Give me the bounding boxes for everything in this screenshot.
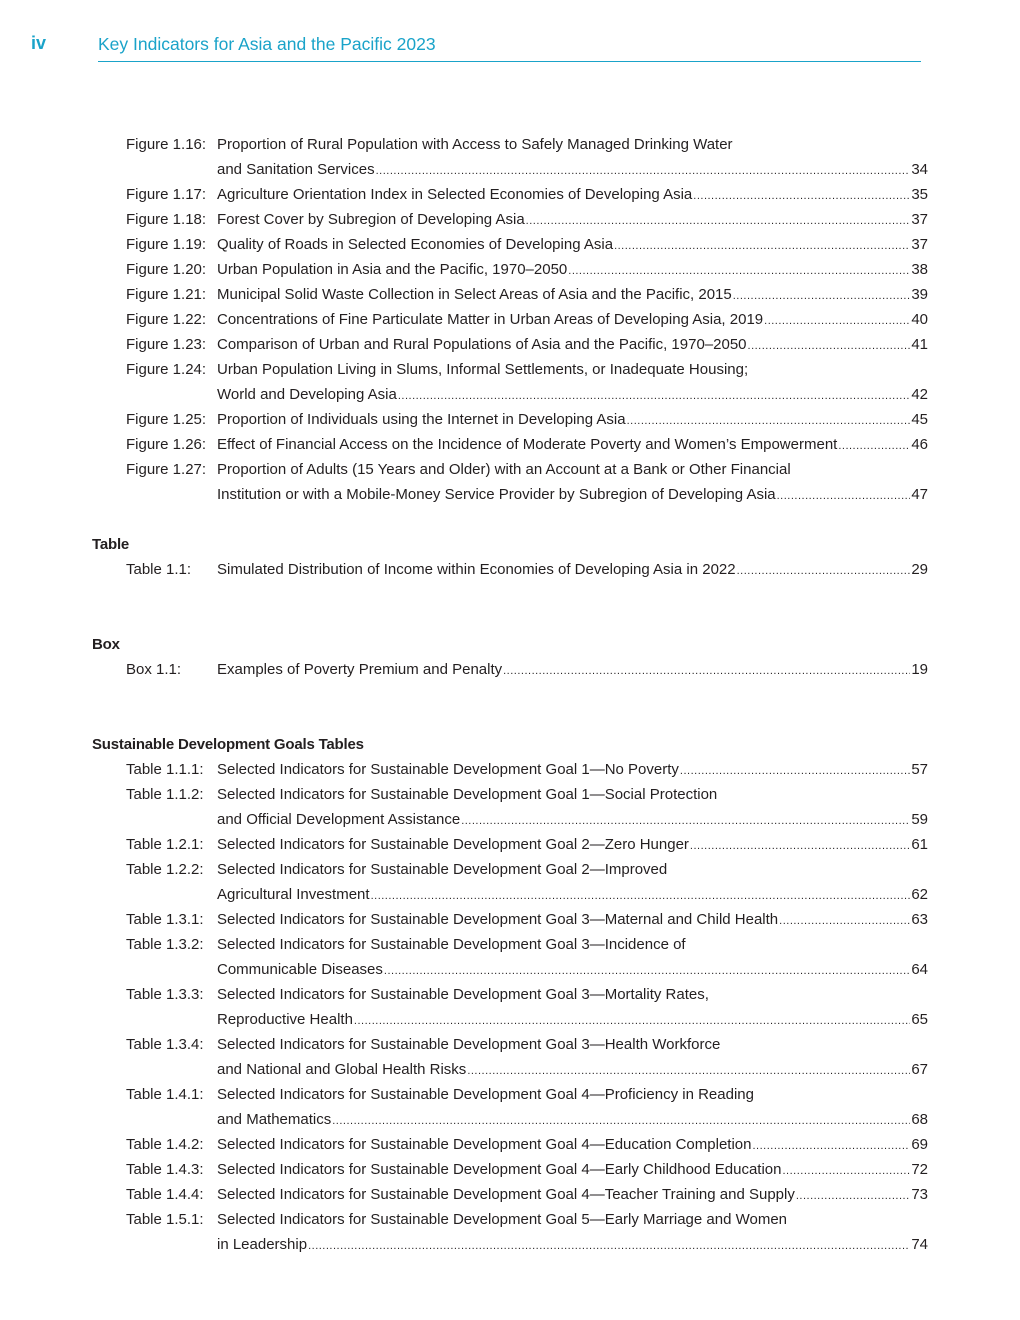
entry-label: Figure 1.24: — [126, 361, 207, 378]
entry-title — [217, 1082, 928, 1132]
entry-title-text: and Mathematics — [217, 1111, 332, 1128]
entry-title-text: Effect of Financial Access on the Incidence of Moderate Poverty and Women’s Empowerment — [217, 436, 838, 453]
entry-label: Figure 1.26: — [126, 436, 207, 453]
entry-title-text: Agriculture Orientation Index in Selected Economies of Developing Asia — [217, 186, 693, 203]
toc-entry[interactable] — [92, 907, 928, 932]
dot-leader — [838, 432, 910, 457]
entry-page-number: 38 — [911, 261, 928, 278]
header-rule — [98, 61, 921, 62]
dot-leader — [354, 1007, 910, 1032]
toc-entry[interactable] — [92, 1032, 928, 1082]
entry-title-line: Selected Indicators for Sustainable Development Goal 5—Early Marriage and Women — [217, 1211, 788, 1228]
entry-title-line — [217, 307, 928, 332]
entry-title-text: Selected Indicators for Sustainable Development Goal 4—Education Completion — [217, 1136, 752, 1153]
entry-label: Table 1.4.2: — [126, 1136, 204, 1153]
entry-title-line — [217, 807, 928, 832]
dot-leader — [332, 1107, 910, 1132]
entry-page-number: 37 — [911, 236, 928, 253]
entry-title-line: Selected Indicators for Sustainable Development Goal 1—Social Protection — [217, 786, 718, 803]
entry-page-number: 29 — [911, 561, 928, 578]
entry-title — [217, 857, 928, 907]
entry-page-number: 63 — [911, 911, 928, 928]
entry-title-text: Selected Indicators for Sustainable Development Goal 3—Maternal and Child Health — [217, 911, 779, 928]
entry-title-line — [217, 757, 928, 782]
entry-page-number: 73 — [911, 1186, 928, 1203]
entry-title-text: Communicable Diseases — [217, 961, 383, 978]
section-spacer — [92, 582, 928, 632]
toc-entry[interactable] — [92, 257, 928, 282]
entry-page-number: 47 — [911, 486, 928, 503]
dot-leader — [764, 307, 910, 332]
entry-label: Figure 1.21: — [126, 286, 207, 303]
entry-title-text: Agricultural Investment — [217, 886, 370, 903]
entry-label: Table 1.1: — [126, 561, 192, 578]
entry-title-line — [217, 1157, 928, 1182]
entry-title-line: Selected Indicators for Sustainable Development Goal 2—Improved — [217, 861, 668, 878]
toc-entry[interactable] — [92, 332, 928, 357]
dot-leader — [783, 1157, 911, 1182]
table-of-contents — [92, 132, 928, 1257]
entry-page-number: 42 — [911, 386, 928, 403]
entry-title — [217, 1032, 928, 1082]
entry-title-line — [217, 1132, 928, 1157]
entry-page-number: 34 — [911, 161, 928, 178]
entry-title — [217, 432, 928, 457]
entry-page-number: 62 — [911, 886, 928, 903]
entry-title — [217, 1182, 928, 1207]
entry-title-line — [217, 157, 928, 182]
entry-title-line — [217, 1007, 928, 1032]
entry-title — [217, 357, 928, 407]
toc-entry[interactable] — [92, 832, 928, 857]
dot-leader — [384, 957, 910, 982]
toc-entry[interactable] — [92, 132, 928, 182]
entry-label: Figure 1.16: — [126, 136, 207, 153]
entry-page-number: 19 — [911, 661, 928, 678]
entry-label: Table 1.2.1: — [126, 836, 204, 853]
entry-title-line — [217, 832, 928, 857]
entry-title — [217, 932, 928, 982]
entry-title — [217, 782, 928, 832]
entry-title-line — [217, 882, 928, 907]
entry-title-text: Institution or with a Mobile-Money Service Provider by Subregion of Developing Asia — [217, 486, 776, 503]
entry-title-line — [217, 1107, 928, 1132]
entry-title — [217, 1207, 928, 1257]
entry-title — [217, 257, 928, 282]
entry-title — [217, 1132, 928, 1157]
entry-title-line — [217, 657, 928, 682]
entry-title — [217, 457, 928, 507]
entry-label: Table 1.3.1: — [126, 911, 204, 928]
entry-page-number: 35 — [911, 186, 928, 203]
entry-title-text: Selected Indicators for Sustainable Development Goal 4—Teacher Training and Supply — [217, 1186, 795, 1203]
dot-leader — [680, 757, 910, 782]
entry-page-number: 74 — [911, 1236, 928, 1253]
dot-leader — [733, 282, 911, 307]
entry-label: Figure 1.20: — [126, 261, 207, 278]
entry-title-line: Selected Indicators for Sustainable Development Goal 4—Proficiency in Reading — [217, 1086, 754, 1103]
section-spacer — [92, 682, 928, 732]
toc-entry[interactable] — [92, 307, 928, 332]
entry-title — [217, 982, 928, 1032]
entry-label: Figure 1.17: — [126, 186, 207, 203]
entry-title — [217, 557, 928, 582]
section-heading: Sustainable Development Goals Tables — [92, 736, 364, 753]
toc-entry[interactable] — [92, 1082, 928, 1132]
toc-entry[interactable] — [92, 982, 928, 1032]
toc-entry[interactable] — [92, 457, 928, 507]
dot-leader — [308, 1232, 910, 1257]
entry-label: Table 1.3.2: — [126, 936, 204, 953]
entry-title — [217, 757, 928, 782]
entry-title-line — [217, 407, 928, 432]
entry-title-line — [217, 957, 928, 982]
toc-entry[interactable] — [92, 1132, 928, 1157]
entry-page-number: 45 — [911, 411, 928, 428]
entry-title-text: Reproductive Health — [217, 1011, 353, 1028]
toc-entry[interactable] — [92, 1207, 928, 1257]
entry-title-line: Selected Indicators for Sustainable Development Goal 3—Health Workforce — [217, 1036, 721, 1053]
dot-leader — [568, 257, 910, 282]
entry-title-text: Municipal Solid Waste Collection in Select Areas of Asia and the Pacific, 2015 — [217, 286, 732, 303]
dot-leader — [376, 157, 911, 182]
entry-title-text: Selected Indicators for Sustainable Development Goal 1—No Poverty — [217, 761, 679, 778]
entry-title — [217, 832, 928, 857]
entry-title-line — [217, 232, 928, 257]
entry-title-text: in Leadership — [217, 1236, 308, 1253]
dot-leader — [371, 882, 911, 907]
entry-page-number: 37 — [911, 211, 928, 228]
toc-entry[interactable] — [92, 432, 928, 457]
toc-entry[interactable] — [92, 232, 928, 257]
entry-label: Table 1.2.2: — [126, 861, 204, 878]
entry-title — [217, 132, 928, 182]
entry-title-line: Proportion of Rural Population with Access to Safely Managed Drinking Water — [217, 136, 733, 153]
entry-title-line — [217, 182, 928, 207]
entry-title — [217, 332, 928, 357]
toc-entry[interactable] — [92, 182, 928, 207]
entry-title-text: Forest Cover by Subregion of Developing Asia — [217, 211, 525, 228]
toc-entry[interactable] — [92, 407, 928, 432]
entry-label: Figure 1.23: — [126, 336, 207, 353]
entry-label: Table 1.1.1: — [126, 761, 204, 778]
section-heading: Table — [92, 536, 130, 553]
dot-leader — [737, 557, 911, 582]
entry-label: Table 1.3.4: — [126, 1036, 204, 1053]
entry-title-text: Urban Population in Asia and the Pacific, 1970–2050 — [217, 261, 568, 278]
entry-title-line: Proportion of Adults (15 Years and Older) with an Account at a Bank or Other Financial — [217, 461, 791, 478]
entry-title-line — [217, 332, 928, 357]
entry-title-text: World and Developing Asia — [217, 386, 397, 403]
dot-leader — [777, 482, 911, 507]
dot-leader — [398, 382, 910, 407]
toc-entry[interactable] — [92, 207, 928, 232]
entry-title-text: Concentrations of Fine Particulate Matter in Urban Areas of Developing Asia, 2019 — [217, 311, 764, 328]
entry-page-number: 67 — [911, 1061, 928, 1078]
entry-title-line — [217, 482, 928, 507]
entry-title-text: Proportion of Individuals using the Internet in Developing Asia — [217, 411, 626, 428]
entry-page-number: 59 — [911, 811, 928, 828]
entry-page-number: 61 — [911, 836, 928, 853]
entry-label: Table 1.4.1: — [126, 1086, 204, 1103]
entry-label: Figure 1.19: — [126, 236, 207, 253]
entry-page-number: 46 — [911, 436, 928, 453]
dot-leader — [748, 332, 911, 357]
section-heading: Box — [92, 636, 120, 653]
entry-title — [217, 1157, 928, 1182]
entry-title-line: Selected Indicators for Sustainable Development Goal 3—Mortality Rates, — [217, 986, 709, 1003]
entry-title-line — [217, 907, 928, 932]
entry-label: Table 1.3.3: — [126, 986, 204, 1003]
entry-title-line — [217, 282, 928, 307]
entry-title-text: and Sanitation Services — [217, 161, 375, 178]
entry-title — [217, 232, 928, 257]
dot-leader — [614, 232, 910, 257]
entry-page-number: 64 — [911, 961, 928, 978]
entry-title — [217, 407, 928, 432]
dot-leader — [503, 657, 910, 682]
entry-page-number: 41 — [911, 336, 928, 353]
entry-title — [217, 307, 928, 332]
entry-label: Table 1.4.3: — [126, 1161, 204, 1178]
entry-label: Figure 1.25: — [126, 411, 207, 428]
entry-title-text: Selected Indicators for Sustainable Development Goal 4—Early Childhood Education — [217, 1161, 782, 1178]
entry-label: Figure 1.22: — [126, 311, 207, 328]
toc-entry[interactable] — [92, 1182, 928, 1207]
entry-title-line — [217, 257, 928, 282]
entry-label: Table 1.5.1: — [126, 1211, 204, 1228]
entry-title-text: Comparison of Urban and Rural Populations of Asia and the Pacific, 1970–2050 — [217, 336, 747, 353]
dot-leader — [752, 1132, 910, 1157]
entry-title-line — [217, 432, 928, 457]
entry-title — [217, 182, 928, 207]
entry-title-line — [217, 1182, 928, 1207]
entry-label: Figure 1.27: — [126, 461, 207, 478]
entry-title — [217, 907, 928, 932]
entry-page-number: 57 — [911, 761, 928, 778]
entry-title-line: Urban Population Living in Slums, Informal Settlements, or Inadequate Housing; — [217, 361, 749, 378]
entry-page-number: 68 — [911, 1111, 928, 1128]
entry-title — [217, 207, 928, 232]
entry-title — [217, 657, 928, 682]
entry-label: Figure 1.18: — [126, 211, 207, 228]
entry-title-text: and Official Development Assistance — [217, 811, 461, 828]
section-spacer — [92, 507, 928, 532]
entry-title — [217, 282, 928, 307]
dot-leader — [796, 1182, 910, 1207]
dot-leader — [779, 907, 910, 932]
page-number: iv — [31, 33, 47, 53]
entry-title-line — [217, 557, 928, 582]
entry-title-line — [217, 1057, 928, 1082]
toc-entry[interactable] — [92, 857, 928, 907]
entry-page-number: 72 — [911, 1161, 928, 1178]
toc-entry[interactable] — [92, 782, 928, 832]
entry-title-text: Quality of Roads in Selected Economies of Developing Asia — [217, 236, 614, 253]
toc-entry[interactable] — [92, 657, 928, 682]
entry-title-line — [217, 207, 928, 232]
entry-title-text: Selected Indicators for Sustainable Development Goal 2—Zero Hunger — [217, 836, 689, 853]
entry-title-line: Selected Indicators for Sustainable Development Goal 3—Incidence of — [217, 936, 686, 953]
toc-entry[interactable] — [92, 932, 928, 982]
entry-page-number: 65 — [911, 1011, 928, 1028]
dot-leader — [526, 207, 911, 232]
toc-entry[interactable] — [92, 557, 928, 582]
entry-title-text: Examples of Poverty Premium and Penalty — [217, 661, 503, 678]
entry-title-text: Simulated Distribution of Income within Economies of Developing Asia in 2022 — [217, 561, 736, 578]
entry-title-text: and National and Global Health Risks — [217, 1061, 467, 1078]
toc-entry[interactable] — [92, 1157, 928, 1182]
entry-page-number: 40 — [911, 311, 928, 328]
entry-title-line — [217, 1232, 928, 1257]
toc-entry[interactable] — [92, 357, 928, 407]
entry-label: Table 1.4.4: — [126, 1186, 204, 1203]
entry-page-number: 69 — [911, 1136, 928, 1153]
dot-leader — [461, 807, 910, 832]
entry-label: Table 1.1.2: — [126, 786, 204, 803]
entry-label: Box 1.1: — [126, 661, 182, 678]
dot-leader — [690, 832, 910, 857]
dot-leader — [627, 407, 911, 432]
dot-leader — [467, 1057, 910, 1082]
toc-entry[interactable] — [92, 757, 928, 782]
running-head: Key Indicators for Asia and the Pacific 2023 — [98, 34, 436, 54]
toc-entry[interactable] — [92, 282, 928, 307]
dot-leader — [693, 182, 910, 207]
entry-page-number: 39 — [911, 286, 928, 303]
entry-title-line — [217, 382, 928, 407]
